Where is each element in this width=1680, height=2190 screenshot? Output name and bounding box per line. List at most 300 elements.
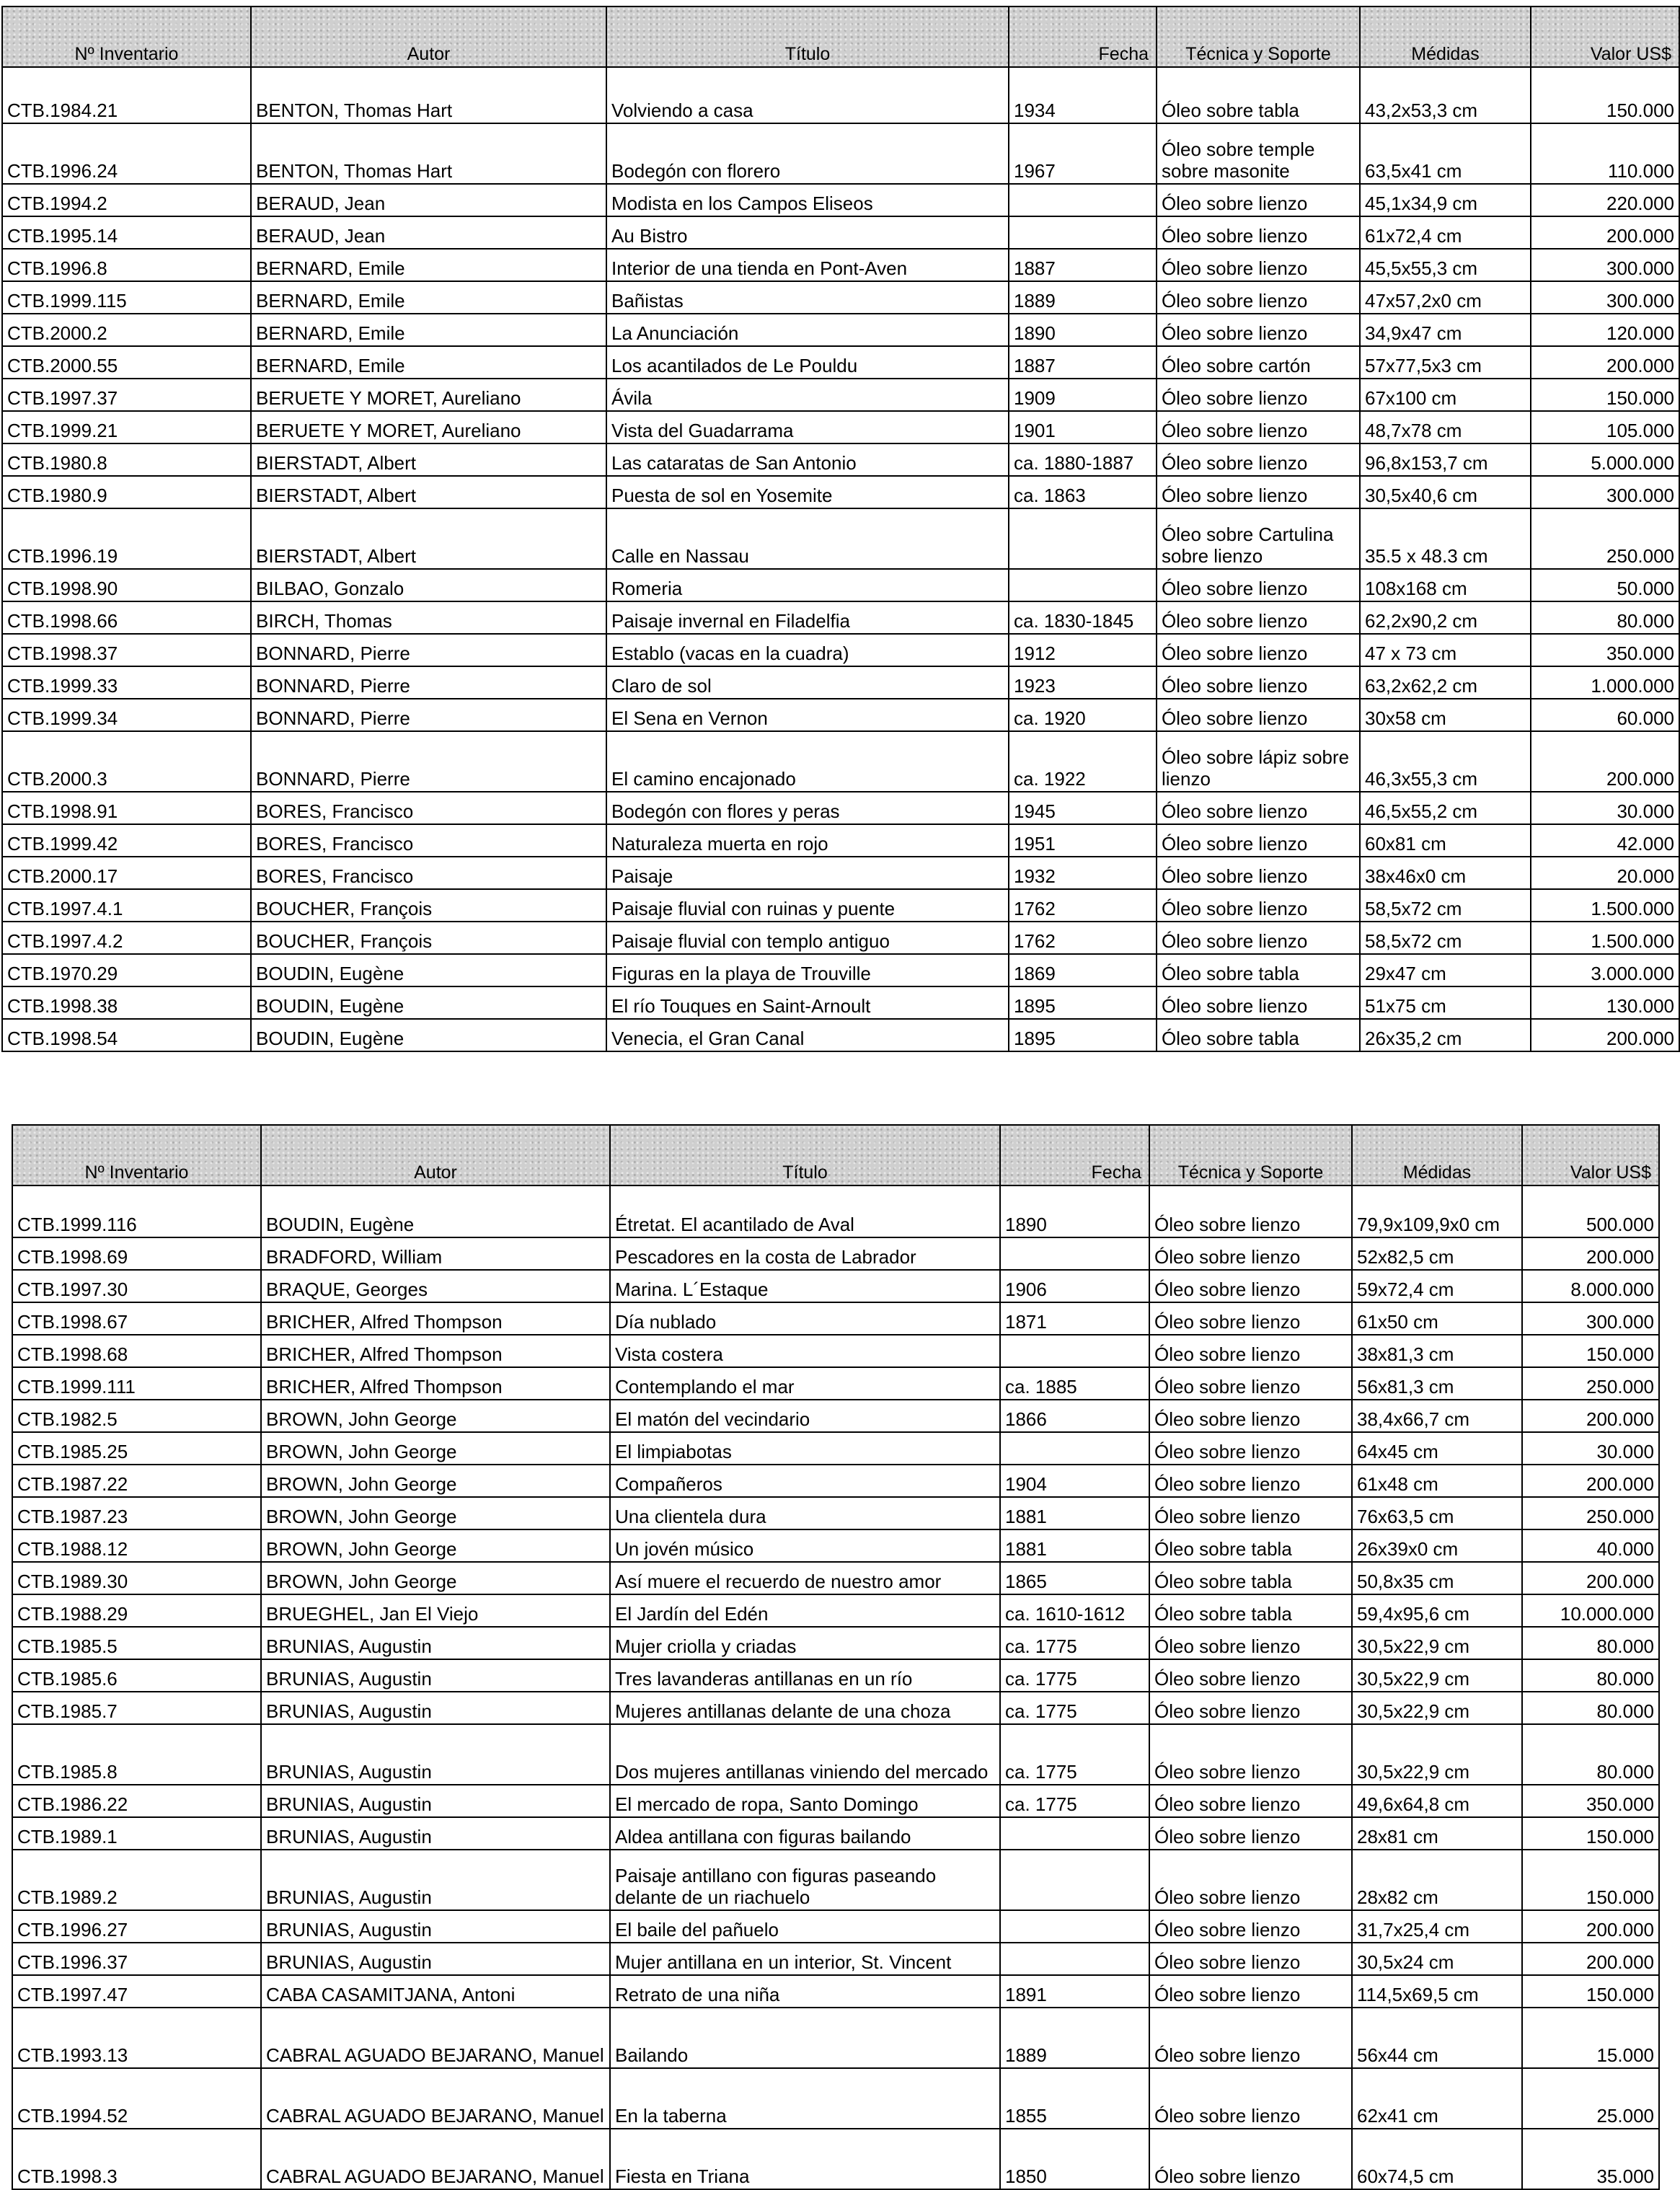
cell-titulo: Étretat. El acantilado de Aval: [610, 1185, 1000, 1237]
cell-inventario: CTB.1984.21: [2, 67, 251, 123]
cell-autor: BIERSTADT, Albert: [251, 476, 606, 508]
cell-fecha: 1881: [1000, 1529, 1149, 1562]
table-row: [2, 346, 1679, 379]
cell-tecnica: Óleo sobre lienzo: [1157, 601, 1360, 634]
cell-fecha: 1895: [1009, 1019, 1157, 1051]
cell-autor: BRUNIAS, Augustin: [261, 1724, 610, 1785]
cell-fecha: 1866: [1000, 1400, 1149, 1432]
cell-valor: 80.000: [1522, 1627, 1659, 1659]
cell-inventario: CTB.1996.19: [2, 508, 251, 569]
cell-fecha: 1912: [1009, 634, 1157, 666]
cell-titulo: Paisaje fluvial con templo antiguo: [606, 922, 1009, 954]
cell-medidas: 52x82,5 cm: [1352, 1237, 1522, 1270]
cell-valor: 60.000: [1531, 699, 1679, 731]
cell-titulo: La Anunciación: [606, 314, 1009, 346]
cell-fecha: 1887: [1009, 249, 1157, 281]
cell-medidas: 108x168 cm: [1360, 569, 1531, 601]
cell-inventario: CTB.1980.8: [2, 443, 251, 476]
cell-tecnica: Óleo sobre lienzo: [1157, 443, 1360, 476]
cell-inventario: CTB.1999.33: [2, 666, 251, 699]
cell-medidas: 43,2x53,3 cm: [1360, 67, 1531, 123]
cell-valor: 80.000: [1522, 1692, 1659, 1724]
header-titulo: Título: [606, 6, 1009, 67]
cell-inventario: CTB.1987.22: [12, 1465, 261, 1497]
cell-autor: BROWN, John George: [261, 1497, 610, 1529]
cell-inventario: CTB.1997.47: [12, 1975, 261, 2008]
cell-titulo: Bailando: [610, 2008, 1000, 2068]
cell-fecha: [1009, 508, 1157, 569]
cell-fecha: [1000, 1237, 1149, 1270]
cell-medidas: 63,5x41 cm: [1360, 123, 1531, 184]
cell-titulo: Vista costera: [610, 1335, 1000, 1367]
cell-medidas: 38,4x66,7 cm: [1352, 1400, 1522, 1432]
cell-titulo: El mercado de ropa, Santo Domingo: [610, 1785, 1000, 1817]
table-row: [2, 792, 1679, 824]
cell-tecnica: Óleo sobre lienzo: [1157, 314, 1360, 346]
cell-medidas: 79,9x109,9x0 cm: [1352, 1185, 1522, 1237]
cell-tecnica: Óleo sobre lienzo: [1157, 666, 1360, 699]
cell-autor: BOUCHER, François: [251, 922, 606, 954]
cell-inventario: CTB.1985.25: [12, 1432, 261, 1465]
cell-fecha: ca. 1775: [1000, 1659, 1149, 1692]
cell-titulo: Paisaje fluvial con ruinas y puente: [606, 889, 1009, 922]
cell-fecha: ca. 1920: [1009, 699, 1157, 731]
cell-autor: BROWN, John George: [261, 1529, 610, 1562]
cell-valor: 130.000: [1531, 986, 1679, 1019]
cell-autor: BERAUD, Jean: [251, 184, 606, 216]
cell-titulo: Mujeres antillanas delante de una choza: [610, 1692, 1000, 1724]
cell-autor: CABA CASAMITJANA, Antoni: [261, 1975, 610, 2008]
cell-inventario: CTB.1988.29: [12, 1594, 261, 1627]
cell-inventario: CTB.1999.116: [12, 1185, 261, 1237]
cell-autor: BRUNIAS, Augustin: [261, 1817, 610, 1850]
cell-fecha: 1932: [1009, 857, 1157, 889]
cell-inventario: CTB.1996.8: [2, 249, 251, 281]
cell-tecnica: Óleo sobre lienzo: [1149, 1270, 1352, 1302]
cell-autor: BERNARD, Emile: [251, 346, 606, 379]
cell-tecnica: Óleo sobre lienzo: [1149, 1335, 1352, 1367]
cell-valor: 25.000: [1522, 2068, 1659, 2129]
cell-fecha: 1891: [1000, 1975, 1149, 2008]
table-row: [2, 314, 1679, 346]
cell-autor: BILBAO, Gonzalo: [251, 569, 606, 601]
cell-tecnica: Óleo sobre tabla: [1157, 67, 1360, 123]
header-medidas: Médidas: [1360, 6, 1531, 67]
cell-inventario: CTB.1996.24: [2, 123, 251, 184]
cell-titulo: Puesta de sol en Yosemite: [606, 476, 1009, 508]
table-row: [12, 1817, 1659, 1850]
cell-titulo: Naturaleza muerta en rojo: [606, 824, 1009, 857]
cell-fecha: 1906: [1000, 1270, 1149, 1302]
table-row: [2, 216, 1679, 249]
cell-medidas: 30,5x22,9 cm: [1352, 1724, 1522, 1785]
cell-valor: 80.000: [1522, 1724, 1659, 1785]
cell-medidas: 61x72,4 cm: [1360, 216, 1531, 249]
header-row: [2, 6, 1679, 67]
cell-titulo: Aldea antillana con figuras bailando: [610, 1817, 1000, 1850]
cell-medidas: 28x82 cm: [1352, 1850, 1522, 1910]
cell-titulo: El limpiabotas: [610, 1432, 1000, 1465]
cell-inventario: CTB.1985.6: [12, 1659, 261, 1692]
cell-valor: 250.000: [1522, 1367, 1659, 1400]
cell-inventario: CTB.1998.37: [2, 634, 251, 666]
cell-valor: 30.000: [1531, 792, 1679, 824]
cell-tecnica: Óleo sobre lienzo: [1157, 792, 1360, 824]
cell-valor: 8.000.000: [1522, 1270, 1659, 1302]
cell-valor: 200.000: [1531, 731, 1679, 792]
cell-fecha: 1895: [1009, 986, 1157, 1019]
cell-fecha: 1934: [1009, 67, 1157, 123]
cell-autor: BRUNIAS, Augustin: [261, 1785, 610, 1817]
cell-inventario: CTB.1998.69: [12, 1237, 261, 1270]
table-row: [12, 2008, 1659, 2068]
table-row: [2, 569, 1679, 601]
header-inventario: Nº Inventario: [12, 1125, 261, 1185]
table-row: [2, 601, 1679, 634]
cell-medidas: 48,7x78 cm: [1360, 411, 1531, 443]
cell-autor: BROWN, John George: [261, 1562, 610, 1594]
cell-titulo: Bodegón con flores y peras: [606, 792, 1009, 824]
header-medidas: Médidas: [1352, 1125, 1522, 1185]
cell-fecha: ca. 1885: [1000, 1367, 1149, 1400]
table-row: [2, 184, 1679, 216]
cell-fecha: 1901: [1009, 411, 1157, 443]
cell-tecnica: Óleo sobre lienzo: [1149, 1975, 1352, 2008]
cell-medidas: 30x58 cm: [1360, 699, 1531, 731]
cell-tecnica: Óleo sobre cartón: [1157, 346, 1360, 379]
cell-valor: 350.000: [1522, 1785, 1659, 1817]
cell-medidas: 76x63,5 cm: [1352, 1497, 1522, 1529]
cell-inventario: CTB.2000.2: [2, 314, 251, 346]
cell-tecnica: Óleo sobre lienzo: [1157, 184, 1360, 216]
cell-autor: BROWN, John George: [261, 1432, 610, 1465]
cell-valor: 200.000: [1522, 1400, 1659, 1432]
cell-titulo: Calle en Nassau: [606, 508, 1009, 569]
cell-tecnica: Óleo sobre lienzo: [1157, 824, 1360, 857]
cell-titulo: Día nublado: [610, 1302, 1000, 1335]
cell-autor: BRAQUE, Georges: [261, 1270, 610, 1302]
cell-medidas: 45,1x34,9 cm: [1360, 184, 1531, 216]
cell-medidas: 30,5x22,9 cm: [1352, 1659, 1522, 1692]
cell-fecha: 1887: [1009, 346, 1157, 379]
cell-titulo: Marina. L´Estaque: [610, 1270, 1000, 1302]
cell-valor: 350.000: [1531, 634, 1679, 666]
cell-titulo: Claro de sol: [606, 666, 1009, 699]
cell-valor: 150.000: [1522, 1817, 1659, 1850]
cell-autor: BORES, Francisco: [251, 792, 606, 824]
table-row: [12, 1627, 1659, 1659]
cell-valor: 200.000: [1531, 216, 1679, 249]
cell-titulo: Ávila: [606, 379, 1009, 411]
cell-inventario: CTB.1999.34: [2, 699, 251, 731]
cell-fecha: [1000, 1910, 1149, 1943]
cell-fecha: ca. 1775: [1000, 1692, 1149, 1724]
cell-autor: BRUNIAS, Augustin: [261, 1659, 610, 1692]
cell-fecha: 1951: [1009, 824, 1157, 857]
cell-autor: BONNARD, Pierre: [251, 666, 606, 699]
cell-autor: BENTON, Thomas Hart: [251, 67, 606, 123]
cell-valor: 50.000: [1531, 569, 1679, 601]
cell-titulo: Bodegón con florero: [606, 123, 1009, 184]
cell-valor: 120.000: [1531, 314, 1679, 346]
table-row: [12, 1185, 1659, 1237]
cell-titulo: El camino encajonado: [606, 731, 1009, 792]
cell-medidas: 96,8x153,7 cm: [1360, 443, 1531, 476]
cell-tecnica: Óleo sobre lienzo: [1149, 1237, 1352, 1270]
cell-fecha: ca. 1830-1845: [1009, 601, 1157, 634]
cell-valor: 150.000: [1522, 1975, 1659, 2008]
table-row: [12, 1400, 1659, 1432]
cell-autor: BRUNIAS, Augustin: [261, 1943, 610, 1975]
cell-tecnica: Óleo sobre lienzo: [1157, 411, 1360, 443]
cell-valor: 1.000.000: [1531, 666, 1679, 699]
cell-valor: 300.000: [1531, 476, 1679, 508]
cell-titulo: El baile del pañuelo: [610, 1910, 1000, 1943]
cell-fecha: ca. 1775: [1000, 1627, 1149, 1659]
cell-fecha: 1762: [1009, 889, 1157, 922]
cell-inventario: CTB.1995.14: [2, 216, 251, 249]
cell-inventario: CTB.2000.17: [2, 857, 251, 889]
cell-tecnica: Óleo sobre lienzo: [1149, 1850, 1352, 1910]
cell-autor: BRICHER, Alfred Thompson: [261, 1302, 610, 1335]
cell-inventario: CTB.1999.21: [2, 411, 251, 443]
cell-fecha: [1009, 569, 1157, 601]
table-row: [12, 1562, 1659, 1594]
cell-titulo: Vista del Guadarrama: [606, 411, 1009, 443]
cell-tecnica: Óleo sobre lienzo: [1149, 2008, 1352, 2068]
cell-medidas: 38x81,3 cm: [1352, 1335, 1522, 1367]
table-row: [2, 281, 1679, 314]
table-row: [12, 1850, 1659, 1910]
cell-tecnica: Óleo sobre lienzo: [1157, 986, 1360, 1019]
cell-inventario: CTB.1997.4.2: [2, 922, 251, 954]
cell-valor: 200.000: [1531, 1019, 1679, 1051]
cell-autor: BORES, Francisco: [251, 857, 606, 889]
cell-tecnica: Óleo sobre lienzo: [1149, 1400, 1352, 1432]
cell-inventario: CTB.1997.4.1: [2, 889, 251, 922]
cell-tecnica: Óleo sobre lienzo: [1149, 1367, 1352, 1400]
cell-inventario: CTB.1997.30: [12, 1270, 261, 1302]
cell-titulo: El río Touques en Saint-Arnoult: [606, 986, 1009, 1019]
cell-tecnica: Óleo sobre lienzo: [1157, 216, 1360, 249]
cell-medidas: 26x39x0 cm: [1352, 1529, 1522, 1562]
cell-medidas: 35.5 x 48.3 cm: [1360, 508, 1531, 569]
cell-valor: 3.000.000: [1531, 954, 1679, 986]
cell-medidas: 28x81 cm: [1352, 1817, 1522, 1850]
cell-tecnica: Óleo sobre lápiz sobre lienzo: [1157, 731, 1360, 792]
cell-fecha: [1000, 1432, 1149, 1465]
cell-inventario: CTB.1987.23: [12, 1497, 261, 1529]
cell-valor: 110.000: [1531, 123, 1679, 184]
cell-inventario: CTB.1998.68: [12, 1335, 261, 1367]
cell-fecha: 1890: [1000, 1185, 1149, 1237]
cell-valor: 200.000: [1522, 1943, 1659, 1975]
cell-medidas: 67x100 cm: [1360, 379, 1531, 411]
table-row: [2, 476, 1679, 508]
cell-autor: BRUNIAS, Augustin: [261, 1910, 610, 1943]
cell-valor: 300.000: [1522, 1302, 1659, 1335]
cell-valor: 5.000.000: [1531, 443, 1679, 476]
cell-inventario: CTB.1989.30: [12, 1562, 261, 1594]
table-row: [2, 824, 1679, 857]
cell-titulo: Bañistas: [606, 281, 1009, 314]
cell-titulo: En la taberna: [610, 2068, 1000, 2129]
cell-medidas: 56x44 cm: [1352, 2008, 1522, 2068]
table-row: [12, 1910, 1659, 1943]
table-row: [12, 1975, 1659, 2008]
cell-autor: BROWN, John George: [261, 1465, 610, 1497]
table-row: [2, 379, 1679, 411]
cell-inventario: CTB.1989.1: [12, 1817, 261, 1850]
cell-fecha: [1000, 1943, 1149, 1975]
cell-medidas: 38x46x0 cm: [1360, 857, 1531, 889]
cell-autor: BRICHER, Alfred Thompson: [261, 1367, 610, 1400]
cell-autor: BRUNIAS, Augustin: [261, 1850, 610, 1910]
cell-titulo: Volviendo a casa: [606, 67, 1009, 123]
cell-medidas: 49,6x64,8 cm: [1352, 1785, 1522, 1817]
cell-medidas: 45,5x55,3 cm: [1360, 249, 1531, 281]
cell-medidas: 58,5x72 cm: [1360, 889, 1531, 922]
cell-medidas: 59x72,4 cm: [1352, 1270, 1522, 1302]
table-row: [12, 1367, 1659, 1400]
cell-valor: 150.000: [1522, 1850, 1659, 1910]
cell-titulo: Retrato de una niña: [610, 1975, 1000, 2008]
cell-autor: BOUDIN, Eugène: [261, 1185, 610, 1237]
cell-valor: 200.000: [1522, 1910, 1659, 1943]
table-row: [2, 889, 1679, 922]
cell-valor: 35.000: [1522, 2129, 1659, 2189]
cell-medidas: 30,5x24 cm: [1352, 1943, 1522, 1975]
cell-tecnica: Óleo sobre lienzo: [1157, 249, 1360, 281]
cell-autor: BRICHER, Alfred Thompson: [261, 1335, 610, 1367]
cell-titulo: Así muere el recuerdo de nuestro amor: [610, 1562, 1000, 1594]
cell-autor: BIRCH, Thomas: [251, 601, 606, 634]
cell-inventario: CTB.1999.111: [12, 1367, 261, 1400]
cell-autor: BROWN, John George: [261, 1400, 610, 1432]
cell-tecnica: Óleo sobre tabla: [1149, 1594, 1352, 1627]
cell-tecnica: Óleo sobre tabla: [1149, 1562, 1352, 1594]
cell-tecnica: Óleo sobre lienzo: [1149, 1185, 1352, 1237]
cell-tecnica: Óleo sobre lienzo: [1157, 857, 1360, 889]
cell-titulo: El Jardín del Edén: [610, 1594, 1000, 1627]
cell-titulo: Tres lavanderas antillanas en un río: [610, 1659, 1000, 1692]
cell-valor: 300.000: [1531, 249, 1679, 281]
cell-autor: BENTON, Thomas Hart: [251, 123, 606, 184]
cell-tecnica: Óleo sobre temple sobre masonite: [1157, 123, 1360, 184]
table-row: [12, 1943, 1659, 1975]
table-row: [2, 67, 1679, 123]
cell-autor: BRUNIAS, Augustin: [261, 1627, 610, 1659]
cell-titulo: Fiesta en Triana: [610, 2129, 1000, 2189]
cell-titulo: Un jovén músico: [610, 1529, 1000, 1562]
cell-valor: 200.000: [1522, 1237, 1659, 1270]
cell-fecha: [1009, 216, 1157, 249]
cell-inventario: CTB.1986.22: [12, 1785, 261, 1817]
cell-medidas: 60x74,5 cm: [1352, 2129, 1522, 2189]
cell-medidas: 114,5x69,5 cm: [1352, 1975, 1522, 2008]
table-row: [12, 2068, 1659, 2129]
inventory-table-2: [12, 1124, 1660, 2190]
cell-inventario: CTB.2000.3: [2, 731, 251, 792]
cell-medidas: 56x81,3 cm: [1352, 1367, 1522, 1400]
cell-tecnica: Óleo sobre lienzo: [1157, 569, 1360, 601]
table-row: [2, 954, 1679, 986]
cell-valor: 250.000: [1531, 508, 1679, 569]
cell-fecha: ca. 1863: [1009, 476, 1157, 508]
header-tecnica: Técnica y Soporte: [1157, 6, 1360, 67]
cell-medidas: 46,5x55,2 cm: [1360, 792, 1531, 824]
cell-inventario: CTB.1996.27: [12, 1910, 261, 1943]
cell-autor: BERNARD, Emile: [251, 249, 606, 281]
cell-inventario: CTB.1980.9: [2, 476, 251, 508]
cell-valor: 105.000: [1531, 411, 1679, 443]
cell-inventario: CTB.1996.37: [12, 1943, 261, 1975]
cell-medidas: 62,2x90,2 cm: [1360, 601, 1531, 634]
cell-valor: 220.000: [1531, 184, 1679, 216]
cell-medidas: 30,5x22,9 cm: [1352, 1692, 1522, 1724]
cell-inventario: CTB.1994.2: [2, 184, 251, 216]
cell-titulo: Compañeros: [610, 1465, 1000, 1497]
cell-autor: BRUEGHEL, Jan El Viejo: [261, 1594, 610, 1627]
cell-valor: 150.000: [1522, 1335, 1659, 1367]
table-row: [12, 1465, 1659, 1497]
cell-valor: 200.000: [1522, 1465, 1659, 1497]
cell-tecnica: Óleo sobre lienzo: [1157, 281, 1360, 314]
cell-autor: CABRAL AGUADO BEJARANO, Manuel: [261, 2068, 610, 2129]
cell-autor: BERUETE Y MORET, Aureliano: [251, 379, 606, 411]
cell-fecha: 1865: [1000, 1562, 1149, 1594]
cell-inventario: CTB.1998.66: [2, 601, 251, 634]
cell-autor: BOUDIN, Eugène: [251, 954, 606, 986]
cell-inventario: CTB.1998.38: [2, 986, 251, 1019]
cell-titulo: Figuras en la playa de Trouville: [606, 954, 1009, 986]
cell-titulo: Modista en los Campos Eliseos: [606, 184, 1009, 216]
cell-tecnica: Óleo sobre lienzo: [1149, 1692, 1352, 1724]
header-valor: Valor US$: [1531, 6, 1679, 67]
cell-fecha: [1000, 1817, 1149, 1850]
table-row: [2, 634, 1679, 666]
table-row: [2, 922, 1679, 954]
cell-tecnica: Óleo sobre lienzo: [1157, 634, 1360, 666]
cell-medidas: 59,4x95,6 cm: [1352, 1594, 1522, 1627]
cell-inventario: CTB.1982.5: [12, 1400, 261, 1432]
cell-medidas: 50,8x35 cm: [1352, 1562, 1522, 1594]
cell-medidas: 47x57,2x0 cm: [1360, 281, 1531, 314]
header-fecha: Fecha: [1000, 1125, 1149, 1185]
cell-medidas: 58,5x72 cm: [1360, 922, 1531, 954]
cell-valor: 200.000: [1531, 346, 1679, 379]
cell-fecha: 1762: [1009, 922, 1157, 954]
cell-titulo: Paisaje antillano con figuras paseando delante de un riachuelo: [610, 1850, 1000, 1910]
cell-fecha: ca. 1775: [1000, 1724, 1149, 1785]
table-row: [2, 411, 1679, 443]
cell-tecnica: Óleo sobre lienzo: [1149, 1302, 1352, 1335]
cell-tecnica: Óleo sobre lienzo: [1149, 1910, 1352, 1943]
cell-fecha: 1855: [1000, 2068, 1149, 2129]
cell-tecnica: Óleo sobre lienzo: [1149, 2129, 1352, 2189]
cell-tecnica: Óleo sobre lienzo: [1149, 1724, 1352, 1785]
table-row: [2, 666, 1679, 699]
cell-titulo: Mujer antillana en un interior, St. Vincent: [610, 1943, 1000, 1975]
cell-inventario: CTB.1994.52: [12, 2068, 261, 2129]
cell-titulo: Venecia, el Gran Canal: [606, 1019, 1009, 1051]
cell-medidas: 63,2x62,2 cm: [1360, 666, 1531, 699]
table-row: [12, 1432, 1659, 1465]
header-valor: Valor US$: [1522, 1125, 1659, 1185]
cell-titulo: Romeria: [606, 569, 1009, 601]
cell-inventario: CTB.1993.13: [12, 2008, 261, 2068]
table-row: [2, 1019, 1679, 1051]
